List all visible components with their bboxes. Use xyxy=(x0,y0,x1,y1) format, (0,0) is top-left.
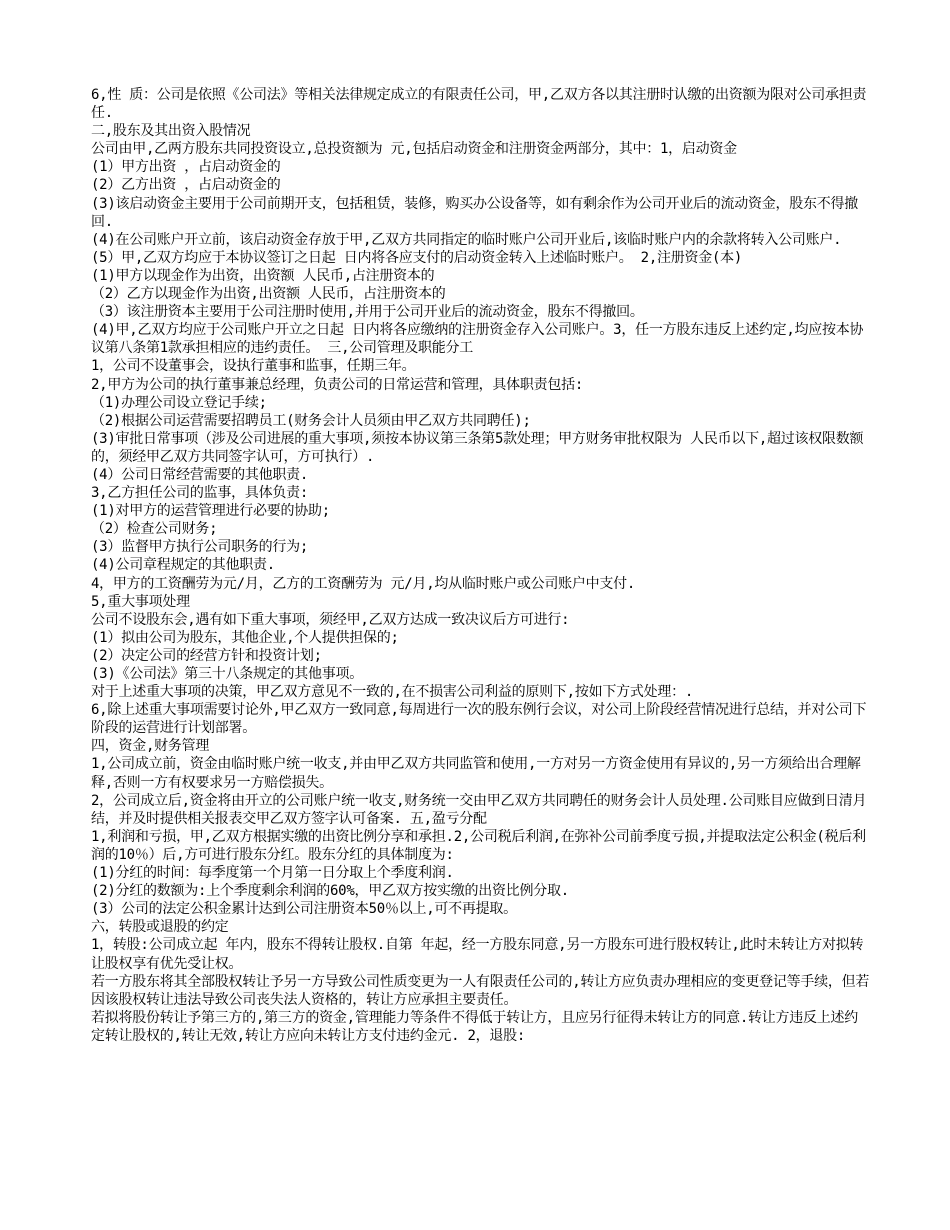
list-item: (4)甲,乙双方均应于公司账户开立之日起 日内将各应缴纳的注册资金存入公司账户。3，任一方股东违反上述约定,均应按本协议第八条第1款承担相应的违约责任。 三,公司管理及职能分工 xyxy=(91,322,864,357)
list-item: (1)分红的时间：每季度第一个月第一日分取上个季度利润. xyxy=(91,865,454,882)
list-item: (4)公司章程规定的其他职责. xyxy=(91,557,275,574)
paragraph: 2，公司成立后,资金将由开立的公司账户统一收支,财务统一交由甲乙双方共同聘任的财务会计人员处理.公司账目应做到日清月结，并及时提供相关报表交甲乙双方签字认可备案. 五,盈亏分配 xyxy=(91,792,867,827)
list-item: （2）检查公司财务; xyxy=(91,521,218,538)
list-item: (5）甲,乙双方均应于本协议签订之日起 日内将各应支付的启动资金转入上述临时账户。 2,注册资金(本) xyxy=(91,249,743,266)
paragraph: 公司不设股东会,遇有如下重大事项，须经甲,乙双方达成一致决议后方可进行: xyxy=(91,611,570,628)
list-item: (2）决定公司的经营方针和投资计划; xyxy=(91,647,322,664)
list-item: (1）拟由公司为股东，其他企业,个人提供担保的; xyxy=(91,629,399,646)
list-item: (3）公司的法定公积金累计达到公司注册资本50％以上,可不再提取。 xyxy=(91,901,517,918)
paragraph: 公司由甲,乙两方股东共同投资设立,总投资额为 元,包括启动资金和注册资金两部分，其中：1，启动资金 xyxy=(91,141,737,158)
paragraph: 1，公司不设董事会，设执行董事和监事，任期三年。 xyxy=(91,358,416,375)
document-body xyxy=(91,86,871,1045)
list-item: （1)办理公司设立登记手续; xyxy=(91,394,267,411)
paragraph: 6,性 质：公司是依照《公司法》等相关法律规定成立的有限责任公司，甲,乙双方各以其注册时认缴的出资额为限对公司承担责任. xyxy=(91,87,867,122)
list-item: (1)对甲方的运营管理进行必要的协助; xyxy=(91,503,330,520)
paragraph: 若一方股东将其全部股权转让予另一方导致公司性质变更为一人有限责任公司的,转让方应负责办理相应的变更登记等手续，但若因该股权转让违法导致公司丧失法人资格的，转让方应承担主要责任。 xyxy=(91,973,870,1008)
paragraph: 1,利润和亏损，甲,乙双方根据实缴的出资比例分享和承担.2,公司税后利润,在弥补公司前季度亏损,并提取法定公积金(税后利润的10％）后,方可进行股东分红。股东分红的具体制度为: xyxy=(91,828,866,863)
section-heading: 四，资金,财务管理 xyxy=(91,738,210,755)
list-item: (1)甲方以现金作为出资，出资额 人民币,占注册资本的 xyxy=(91,267,435,284)
paragraph: 3,乙方担任公司的监事，具体负责: xyxy=(91,485,309,502)
list-item: （2)根据公司运营需要招聘员工(财务会计人员须由甲乙双方共同聘任); xyxy=(91,412,531,429)
list-item: (3)审批日常事项（涉及公司进展的重大事项,须按本协议第三条第5款处理；甲方财务审批权限为 人民币以下,超过该权限数额的，须经甲乙双方共同签字认可，方可执行）. xyxy=(91,430,864,465)
paragraph: 6,除上述重大事项需要讨论外,甲乙双方一致同意,每周进行一次的股东例行会议，对公司上阶段经营情况进行总结，并对公司下阶段的运营进行计划部署。 xyxy=(91,702,867,737)
paragraph: 4，甲方的工资酬劳为元/月，乙方的工资酬劳为 元/月,均从临时账户或公司账户中支付. xyxy=(91,575,636,592)
section-heading: 六，转股或退股的约定 xyxy=(91,919,229,936)
list-item: (2）乙方出资 ，占启动资金的 xyxy=(91,177,281,194)
paragraph: 1,公司成立前，资金由临时账户统一收支,并由甲乙双方共同监管和使用,一方对另一方资金使用有异议的,另一方须给出合理解释,否则一方有权要求另一方赔偿损失。 xyxy=(91,756,861,791)
list-item: (1）甲方出资 ，占启动资金的 xyxy=(91,159,281,176)
list-item: （3）该注册资本主要用于公司注册时使用,并用于公司开业后的流动资金，股东不得撤回。 xyxy=(91,304,644,321)
paragraph: 2,甲方为公司的执行董事兼总经理，负责公司的日常运营和管理，具体职责包括: xyxy=(91,376,584,393)
list-item: (3)该启动资金主要用于公司前期开支，包括租赁，装修，购买办公设备等，如有剩余作为公司开业后的流动资金，股东不得撤回. xyxy=(91,195,859,230)
section-heading: 二,股东及其出资入股情况 xyxy=(91,123,251,140)
section-heading: 5,重大事项处理 xyxy=(91,593,190,610)
paragraph: 对于上述重大事项的决策，甲乙双方意见不一致的,在不损害公司利益的原则下,按如下方式处理：. xyxy=(91,684,694,701)
list-item: (2)分红的数额为:上个季度剩余利润的60%，甲乙双方按实缴的出资比例分取. xyxy=(91,883,569,900)
list-item: (3)《公司法》第三十八条规定的其他事项。 xyxy=(91,666,364,682)
paragraph: 若拟将股份转让予第三方的,第三方的资金,管理能力等条件不得低于转让方，且应另行征得未转让方的同意.转让方违反上述约定转让股权的,转让无效,转让方应向未转让方支付违约金元. 2，退股: xyxy=(91,1009,859,1044)
list-item: (4)在公司账户开立前，该启动资金存放于甲,乙双方共同指定的临时账户公司开业后,该临时账户内的余款将转入公司账户. xyxy=(91,231,842,248)
list-item: (3）监督甲方执行公司职务的行为; xyxy=(91,539,309,556)
paragraph: 1，转股:公司成立起 年内，股东不得转让股权.自第 年起，经一方股东同意,另一方股东可进行股权转让,此时未转让方对拟转让股权享有优先受让权。 xyxy=(91,937,864,972)
list-item: (4）公司日常经营需要的其他职责. xyxy=(91,466,309,483)
list-item: （2）乙方以现金作为出资,出资额 人民币，占注册资本的 xyxy=(91,286,446,303)
